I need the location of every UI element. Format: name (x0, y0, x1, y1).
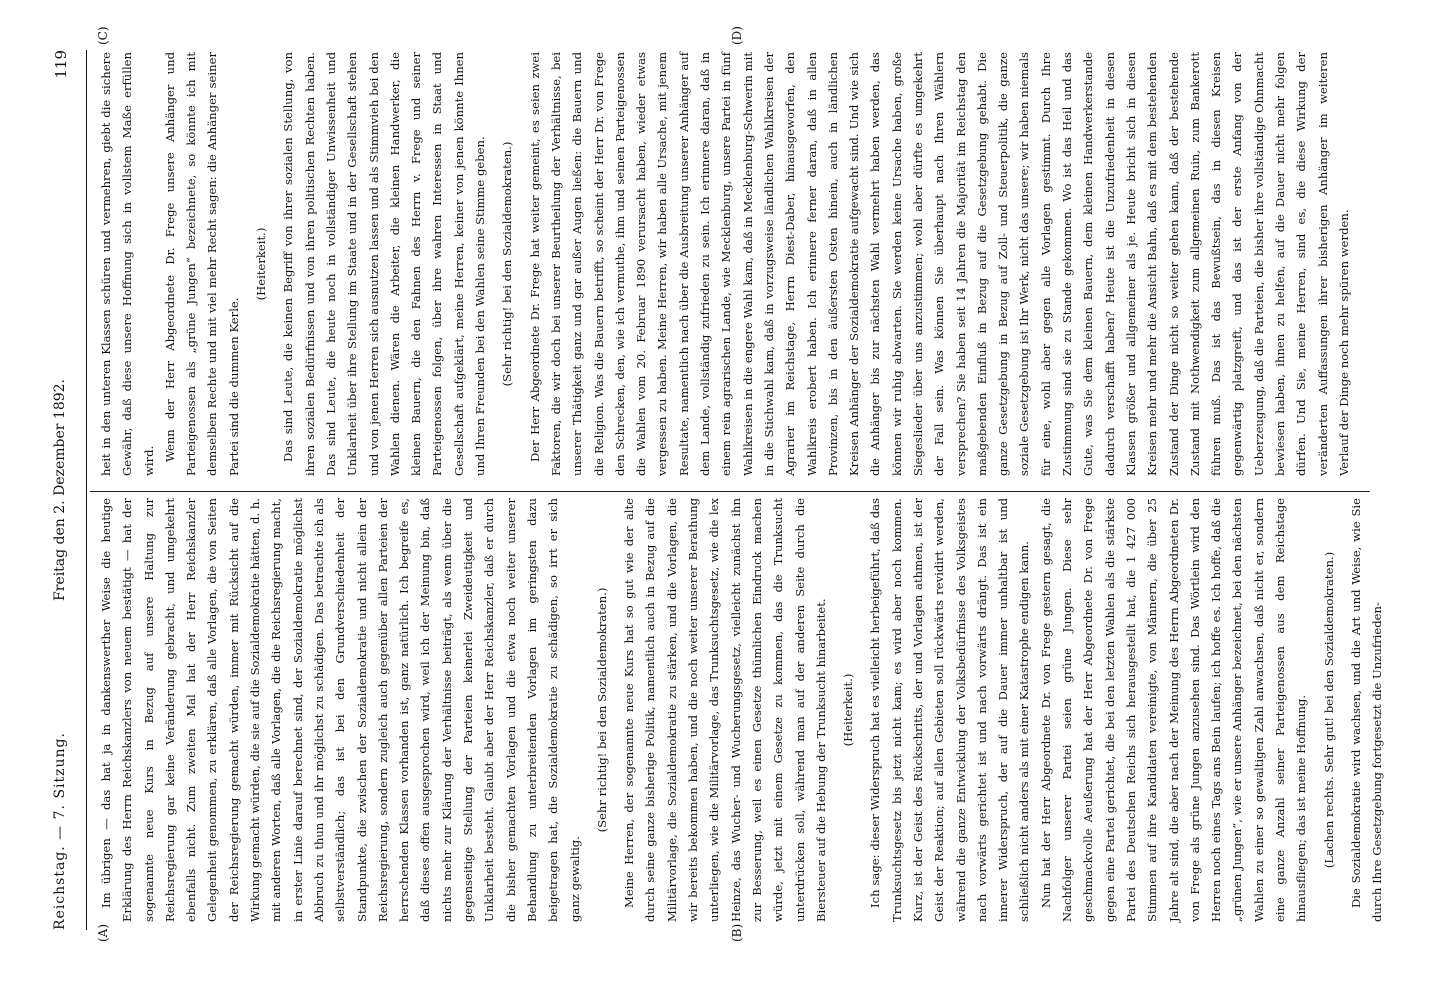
interjection: (Heiterkeit.) (254, 227, 269, 301)
left-column (96, 498, 1385, 922)
interjection: (Sehr richtig! bei den Sozialdemokraten.) (594, 587, 609, 833)
interjection: (Lachen rechts. Sehr gut! bei den Sozialdemokraten.) (1321, 551, 1336, 869)
margin-mark-d: (D) (730, 26, 744, 45)
page-header (52, 50, 78, 930)
paragraph: Meine Herren, der sogenannte neue Kurs hat so gut wie der alte durch seine ganze bisherige Politik, namentlich auch in Bezug auf die Militärvorlage, die Sozialdemokratie zu stärken, und die Vorlagen, die wir bereits bekommen haben, und die noch weiter unserer Berathung unterliegen, wie die Militärvorlage, das Trunksuchtsgesetz, wie die lex Heinze, das Wucher- und Wucherungsgesetz, vielleicht zunächst ihn zur Besserung, weil es einen Gesetze thümlichen Eindruck machen würde, jetzt mit einem Gesetze zu kommen, das die Trunksucht unterdrücken soll, während man auf der anderen Seite durch die Biersteuer auf die Hebung der Trunksucht hinarbeitet. (622, 498, 828, 922)
column-divider (90, 491, 1370, 492)
paragraph: Im übrigen — das hat ja in dankenswerther Weise die heutige Erklärung des Herrn Reichskanzlers von neuem bestätigt — hat der sogenannte neue Kurs in Bezug auf unsere Haltung zur Reichsregierung gar keine Veränderung gebracht, und umgekehrt ebenfalls nicht. Zum zweiten Mal hat der Herr Reichskanzler Gelegenheit genommen, zu erklären, daß alle Vorlagen, die von Seiten der Reichsregierung gemacht würden, immer mit Rücksicht auf die Wirkung gemacht würden, die sie auf die Sozialdemokratie hätten, d. h. mit anderen Worten, daß alle Vorlagen, die die Reichsregierung macht, in erster Linie darauf berechnet sind, der Sozialdemokratie möglichst Abbruch zu thun und ihr möglichst zu schädigen. Das betrachte ich als selbstverständlich; das ist bei den Grundverschiedenheit der Standpunkte, die zwischen der Sozialdemokratie und nicht allein der Reichsregierung, sondern zugleich auch gegenüber allen Parteien der herrschenden Klassen vorhanden ist, ganz natürlich. Ich begreife es, daß dieses offen ausgesprochen wird, weil ich der Meinung bin, daß nichts mehr zur Klärung der Verhältnisse beiträgt, als wenn über die gegenseitige Stellung der Parteien keinerlei Zweideutigkeit und Unklarheit besteht. Glaubt aber der Herr Reichskanzler, daß er durch die bisher gemachten Vorlagen und die etwa noch weiter unserer Behandlung zu unterbreitenden Vorlagen im geringsten dazu beigetragen hat, die Sozialdemokratie zu schädigen, so irrt er sich ganz gewaltig. (99, 498, 582, 922)
paragraph: Ich sage: dieser Widerspruch hat es vielleicht herbeigeführt, daß das Trunksuchtsgesetz bis jetzt nicht kam; es wird aber noch kommen. Kurz, ist der Geist des Rückschritts, der und Vorlagen athmen, ist der Geist der Reaktion; auf allen Gebieten soll rückwärts revidirt werden, während die ganze Entwicklung der Volksbedürfnisse des Volksgeistes nach vorwärts gerichtet ist und nach vorwärts drängt. Das ist ein innerer Widerspruch, der auf die Dauer immer unhaltbar ist und schließlich nicht anders als mit einer Katastrophe endigen kann. (868, 498, 1032, 922)
paragraph: Nun hat der Herr Abgeordnete Dr. von Frege gestern gesagt, die Nachfolger unserer Partei seien grüne Jungen. Diese sehr geschmackvolle Aeußerung hat der Herr Abgeordnete Dr. von Frege gegen eine Partei gerichtet, die bei den letzten Wahlen als die stärkste Partei des Deutschen Reichs sich herausgestellt hat, die 1 427 000 Stimmen auf ihre Kandidaten vereinigte, von Männern, die über 25 Jahre alt sind, die aber nach der Meinung des Herrn Abgeordneten Dr. von Frege als grüne Jungen anzusehen sind. Das Wörtlein wird den Herren noch eines Tags ans Bein laufen; ich hoffe es. Ich hoffe, daß die „grünen Jungen“, wie er unsere Anhänger bezeichnet, bei den nächsten Wahlen zu einer so gewaltigen Zahl anwachsen, daß nicht er, sondern eine ganze Anzahl seiner Parteigenossen aus dem Reichstage hinausfliegen; das ist meine Hoffnung. (1038, 498, 1309, 922)
interjection: (Heiterkeit.) (841, 673, 856, 747)
interjection: (Sehr richtig! bei den Sozialdemokraten.) (500, 141, 515, 387)
paragraph: Das sind Leute, die keinen Begriff von ihrer sozialen Stellung, von ihren sozialen Bedürfnissen und von ihren politischen Rechten haben. Das sind Leute, die heute noch in vollständiger Unwissenheit und Unklarheit über ihre Stellung im Staate und in der Gesellschaft stehen und von jenen Herren sich ausnutzen lassen und als Stimmvieh bei den Wahlen dienen. Wären die Arbeiter, die kleinen Handwerker, die kleinen Bauern, die den Fahnen des Herrn v. Frege und seiner Parteigenossen folgen, über ihre wahren Interessen in Staat und Gesellschaft aufgeklärt, meine Herren, keiner von jenen könnte Ihnen und Ihren Freunden bei den Wahlen seine Stimme geben. (281, 52, 488, 476)
margin-mark-c: (C) (96, 26, 110, 45)
header-left: Reichstag. — 7. Sitzung. (52, 732, 68, 930)
margin-mark-b: (B) (730, 923, 744, 942)
paragraph: heit in den unteren Klassen schüren und vermehren, giebt die sichere Gewähr, daß diese unsere Hoffnung sich in vollstem Maße erfüllen wird. (99, 52, 156, 476)
header-center: Freitag den 2. Dezember 1892. (52, 379, 68, 601)
margin-mark-a: (A) (96, 923, 110, 942)
header-rule (86, 50, 87, 930)
paragraph: Der Herr Abgeordnete Dr. Frege hat weiter gemeint, es seien zwei Faktoren, die wir doch bei unserer Beurtheilung der Verhältnisse, bei unserer Thätigkeit ganz und gar außer Augen ließen: die Bauern und die Religion. Was die Bauern betrifft, so scheint der Herr Dr. von Frege den Schrecken, den, wie ich vermuthe, ihm und seinen Parteigenossen die Wahlen vom 20. Februar 1890 verursacht haben, wieder etwas vergessen zu haben. Meine Herren, wir haben alle Ursache, mit jenem Resultate, namentlich nach über die Ausbreitung unserer Anhänger auf dem Lande, vollständig zufrieden zu sein. Ich erinnere daran, daß in einem rein agrarischen Lande, wie Mecklenburg, unsere Partei in fünf Wahlkreisen in die engere Wahl kam, daß in Mecklenburg-Schwerin mit in die Stichwahl kam, daß in vorzugsweise ländlichen Wahlkreisen der Agrarier im Reichstage, Herrn Diest-Daber, hinausgeworfen, den Wahlkreis erobert haben. Ich erinnere ferner daran, daß in allen Provinzen, bis in den äußersten Osten hinein, auch in ländlichen Kreisen Anhänger der Sozialdemokratie aufgewacht sind. Und wie sich die Anhänger bis zur nächsten Wahl vermehrt haben werden, das können wir ruhig abwarten. Sie werden keine Ursache haben, große Siegeslieder über uns anzustimmen; wohl aber dürfte es umgekehrt der Fall sein. Was können Sie überhaupt nach Ihren Wählern versprechen? Sie haben seit 14 Jahren die Majorität im Reichstag den maßgebenden Einfluß in Bezug auf die Gesetzgebung gehabt. Die ganze Gesetzgebung in Bezug auf Zoll- und Steuerpolitik, die ganze soziale Gesetzgebung ist Ihr Werk, nicht das unsere; wir haben niemals für eine, wohl aber gegen alle Vorlagen gestimmt. Durch Ihre Zustimmung sind sie zu Stande gekommen. Wo ist das Heil und das Gute, was Sie dem kleinen Bauern, dem kleinen Handwerkerstande dadurch verschafft haben? Heute ist die Unzufriedenheit in diesen Klassen größer und allgemeiner als je. Heute bricht sich in diesen Kreisen mehr und mehr die Ansicht Bahn, daß es mit dem bestehenden Zustand der Dinge nicht so weiter gehen kann, daß der bestehende Zustand mit Nothwendigkeit zum allgemeinen Ruin, zum Bankerott führen muß. Das ist das Bewußtsein, das in diesen Kreisen gegenwärtig platzgreift, und das ist der erste Anfang von der Ueberzeugung, daß die Parteien, die bisher ihre vollständige Ohnmacht bewiesen haben, ihnen zu helfen, auf die Dauer nicht mehr folgen dürfen. Und Sie, meine Herren, sind es, die diese Wirkung der veränderten Auffassungen ihrer bisherigen Anhänger im weiteren Verlauf der Dinge noch mehr spüren werden. (527, 52, 1351, 476)
paragraph: Wenn der Herr Abgeordnete Dr. Frege unsere Anhänger und Parteigenossen als „grüne Jungen“ bezeichnete, so könnte ich mit demselben Rechte und mit viel mehr Recht sagen: die Anhänger seiner Partei sind die dummen Kerle. (162, 52, 241, 476)
paragraph: Die Sozialdemokratie wird wachsen, und die Art und Weise, wie Sie durch Ihre Gesetzgebung fortgesetzt die Unzufrieden- (1348, 498, 1385, 922)
right-column (96, 52, 1366, 476)
page-number: 119 (52, 50, 70, 79)
